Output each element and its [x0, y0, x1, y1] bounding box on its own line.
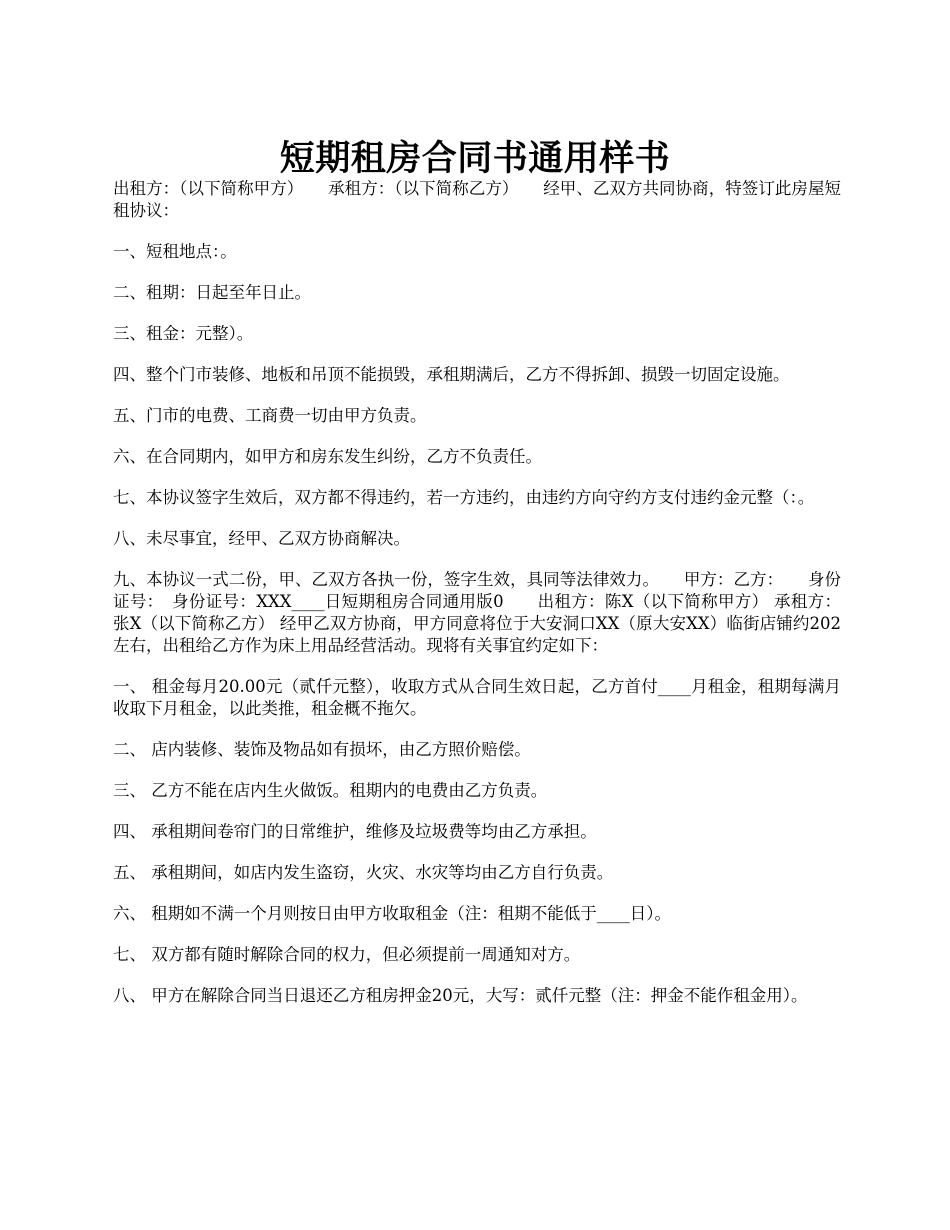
- paragraph: 一、短租地点：。: [113, 242, 237, 261]
- paragraph: 三、租金：元整）。: [113, 324, 254, 343]
- paragraph: 六、在合同期内，如甲方和房东发生纠纷，乙方不负责任。: [113, 447, 542, 466]
- paragraph: 四、 承租期间卷帘门的日常维护，维修及垃圾费等均由乙方承担。: [113, 822, 597, 841]
- paragraph: 八、 甲方在解除合同当日退还乙方租房押金20元，大写：贰仟元整（注：押金不能作租金用）。: [113, 986, 808, 1005]
- paragraph: 三、 乙方不能在店内生火做饭。租期内的电费由乙方负责。: [113, 781, 548, 800]
- paragraph: 二、租期：日起至年日止。: [113, 283, 311, 302]
- paragraph: 出租方：（以下简称甲方） 承租方：（以下简称乙方） 经甲、乙双方共同协商，特签订此房屋短租协议：: [113, 179, 841, 220]
- paragraph: 二、 店内装修、装饰及物品如有损坏，由乙方照价赔偿。: [113, 740, 531, 759]
- paragraph: 九、本协议一式二份，甲、乙双方各执一份，签字生效，具同等法律效力。 甲方：乙方： 身份证号： 身份证号：XXX____日短期租房合同通用版0 出租方：陈X（以下简称甲方） 承租方：张X（以下简称乙方） 经甲乙双方协商，甲方同意将位于大安洞口XX（原大安XX）临街店铺约202左右，出租给乙方作为床上用品经营活动。现将有关事宜约定如下：: [113, 570, 841, 655]
- paragraph: 四、整个门市装修、地板和吊顶不能损毁，承租期满后，乙方不得拆卸、损毁一切固定设施。: [113, 365, 790, 384]
- paragraph: 五、门市的电费、工商费一切由甲方负责。: [113, 406, 427, 425]
- paragraph: 八、未尽事宜，经甲、乙双方协商解决。: [113, 529, 410, 548]
- paragraph: 一、 租金每月20.00元（贰仟元整），收取方式从合同生效日起，乙方首付____月租金，租期每满月收取下月租金，以此类推，租金概不拖欠。: [113, 677, 841, 718]
- paragraph: 六、 租期如不满一个月则按日由甲方收取租金（注：租期不能低于____日）。: [113, 904, 671, 923]
- document-title: 短期租房合同书通用样书: [279, 138, 671, 180]
- document-body: [113, 178, 841, 1026]
- paragraph: 七、 双方都有随时解除合同的权力，但必须提前一周通知对方。: [113, 945, 581, 964]
- paragraph: 七、本协议签字生效后，双方都不得违约，若一方违约，由违约方向守约方支付违约金元整（：。: [113, 488, 815, 507]
- paragraph: 五、 承租期间，如店内发生盗窃，火灾、水灾等均由乙方自行负责。: [113, 863, 614, 882]
